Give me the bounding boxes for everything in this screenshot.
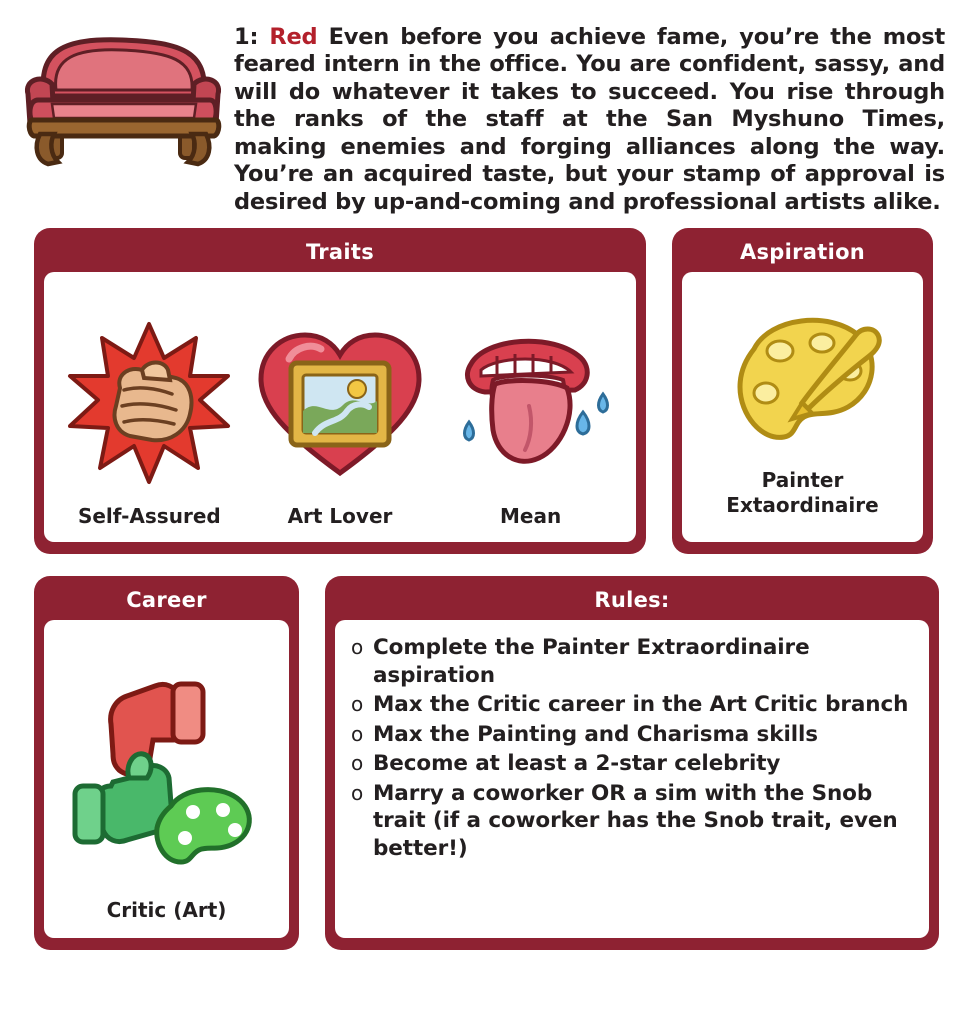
list-item [351,691,913,719]
career-label: Critic (Art) [106,898,227,923]
traits-list [44,272,636,542]
entry-number: 1: [234,24,270,50]
traits-title: Traits [305,240,375,265]
rules-title: Rules: [594,588,670,613]
aspiration-title: Aspiration [739,240,866,265]
header [0,0,973,220]
rule-text: Complete the Painter Extraordinaire aspiration [373,635,810,688]
trait-label: Art Lover [287,504,393,529]
aspiration-label-line2: Extaordinaire [726,493,879,518]
trait-mean [436,308,626,528]
fist-burst-icon [54,308,244,498]
career-card [34,576,299,950]
rule-text: Become at least a 2-star celebrity [373,751,781,777]
aspiration-label-line1: Painter [761,468,844,493]
rules-content [335,620,929,938]
palette-brush-icon [718,290,888,460]
tongue-out-icon [436,308,626,498]
list-item [351,721,913,749]
trait-label: Mean [500,504,562,529]
thumbs-palette-icon [67,638,267,898]
rule-bullet: o [351,721,364,746]
career-title: Career [126,588,207,613]
trait-art-lover [245,308,435,528]
heart-painting-icon [245,308,435,498]
aspiration-content [682,272,923,542]
trait-self-assured [54,308,244,528]
row-traits-aspiration [0,228,973,554]
row-career-rules [0,576,973,950]
aspiration-card [672,228,933,554]
list-item [351,634,913,689]
entry-name: Red [269,24,318,50]
rule-bullet: o [351,751,364,776]
list-item [351,780,913,863]
traits-card [34,228,646,554]
rule-text: Max the Critic career in the Art Critic branch [373,692,909,718]
intro-text [234,10,945,216]
trait-label: Self-Assured [77,504,221,529]
rule-bullet: o [351,692,364,717]
entry-description: Even before you achieve fame, you’re the most feared intern in the office. You are confident, sassy, and will do whatever it takes to succeed. You rise through the ranks of the staff at the San Myshuno Times, making enemies and forging alliances along the way. You’re an acquired taste, but your stamp of approval is desired by up-and-coming and professional artists alike. [234,24,945,215]
rules-list [351,634,913,862]
rule-text: Marry a coworker OR a sim with the Snob trait (if a coworker has the Snob trait, even better!) [373,780,898,861]
rules-card [325,576,939,950]
list-item [351,750,913,778]
career-content [44,620,289,938]
rule-text: Max the Painting and Charisma skills [373,721,818,747]
rule-bullet: o [351,635,364,660]
aspiration-label [726,468,878,518]
rule-bullet: o [351,780,364,805]
red-couch-icon [18,10,228,172]
